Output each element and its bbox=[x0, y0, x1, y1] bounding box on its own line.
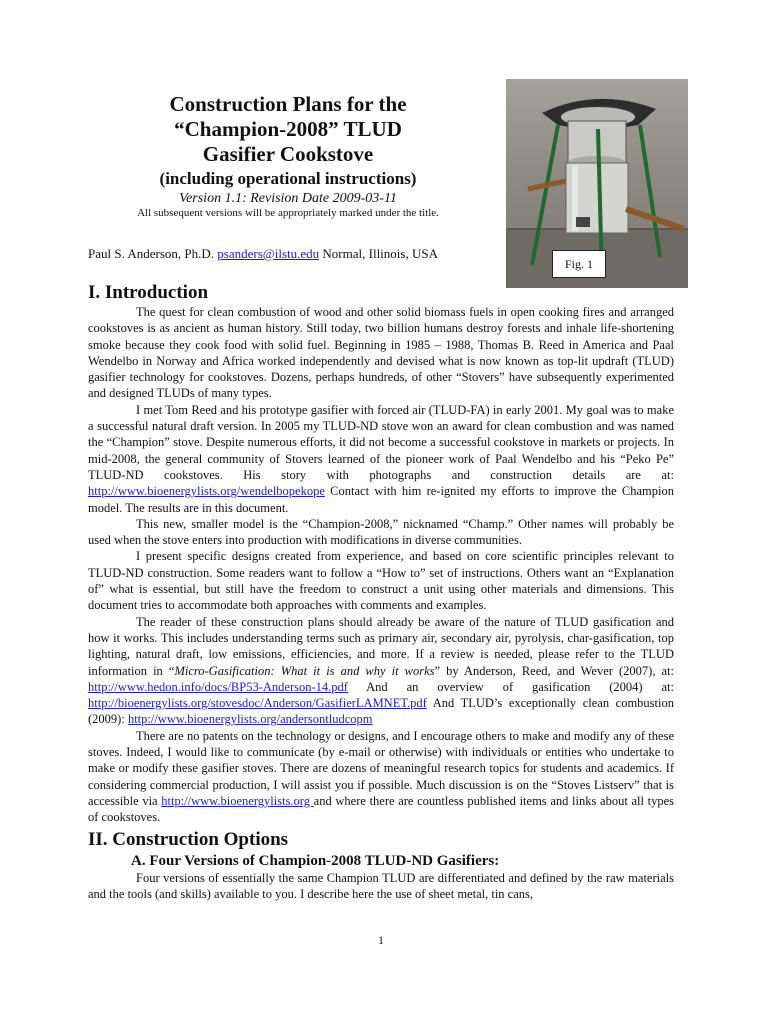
text-run: And an overview of gasification (2004) at: bbox=[347, 679, 674, 694]
reference-link[interactable]: http://www.bioenergylists.org/wendelbopekope bbox=[88, 484, 325, 499]
construction-body bbox=[88, 870, 674, 903]
text-run: and where there are countless published items and links about all types of cookstoves. bbox=[88, 793, 674, 825]
paragraph bbox=[88, 614, 674, 728]
title-line-3: Gasifier Cookstove bbox=[202, 142, 374, 166]
author-email-link[interactable]: psanders@ilstu.edu bbox=[217, 246, 320, 261]
version-line: Version 1.1: Revision Date 2009-03-11 bbox=[179, 191, 397, 206]
publication-title: Micro-Gasification: What it is and why it works bbox=[174, 663, 435, 678]
reference-link[interactable]: http://www.bioenergylists.org/andersontludcopm bbox=[127, 712, 373, 727]
paragraph bbox=[88, 728, 674, 826]
text-run: And TLUD’s exceptionally clean combustion (2009): bbox=[88, 696, 674, 727]
version-note: All subsequent versions will be appropriately marked under the title. bbox=[137, 207, 439, 219]
section-heading-introduction: I. Introduction bbox=[88, 282, 209, 303]
text-run: I present specific designs created from experience, and based on core scientific principles relevant to TLUD-ND construction. Some readers want to follow a “How to” set of instructions. Others want an “Explanation of” what is essential, but still have the freedom to construct a unit using other materials and dimensions. This document tries to accommodate both approaches with comments and examples. bbox=[88, 549, 674, 613]
text-run: There are no patents on the technology or designs, and I encourage others to make and modify any of these stoves. Indeed, I would like to communicate (by e-mail or otherwise) with individuals or entities who undertake to make or modify these gasifier stoves. There are dozens of meaningful research topics for students and academics. If considering commercial production, I will assist you if possible. Much discussion is on the “Stoves Listserv” that is accessible via bbox=[88, 728, 674, 808]
paragraph bbox=[88, 402, 674, 516]
section-heading-construction: II. Construction Options bbox=[88, 829, 289, 850]
reference-link[interactable]: http://www.bioenergylists.org bbox=[161, 793, 314, 808]
text-run: The quest for clean combustion of wood and other solid biomass fuels in open cooking fires and arranged cookstoves is as ancient as human history. Still today, two billion humans destroy forests and inhale life-shortening smoke because they cook food with solid fuel. Beginning in 1985 – 1988, Thomas B. Reed in America and Paal Wendelbo in Norway and Africa worked independently and devised what is now known as top-lit updraft (TLUD) gasifier technology for cookstoves. Dozens, perhaps hundreds, of other “Stovers” have subsequently experimented and designed TLUDs of many types. bbox=[88, 305, 674, 401]
text-run: ” by Anderson, Reed, and Wever (2007), at: bbox=[434, 663, 675, 678]
subtitle: (including operational instructions) bbox=[159, 169, 417, 188]
title-block bbox=[88, 92, 488, 220]
text-run: The reader of these construction plans should already be aware of the nature of TLUD gasification and how it works. This includes understanding terms such as primary air, secondary air, pyrolysis, char-gasification, top lighting, natural draft, low emissions, efficiencies, and more. If a review is needed, please refer to the TLUD information in “ bbox=[88, 614, 674, 678]
subsection-heading-four-versions: A. Four Versions of Champion-2008 TLUD-ND Gasifiers: bbox=[131, 853, 500, 869]
text-run: This new, smaller model is the “Champion-2008,” nicknamed “Champ.” Other names will probably be used when the stove enters into production with modifications in diverse communities. bbox=[88, 516, 674, 548]
paragraph: Four versions of essentially the same Champion TLUD are differentiated and defined by the raw materials and the tools (and skills) available to you. I describe here the use of sheet metal, tin cans, bbox=[88, 871, 674, 902]
title-line-2: “Champion-2008” TLUD bbox=[174, 117, 402, 141]
reference-link[interactable]: http://bioenergylists.org/stovesdoc/Anderson/GasifierLAMNET.pdf bbox=[88, 696, 427, 711]
figure-label: Fig. 1 bbox=[552, 250, 606, 278]
author-name: Paul S. Anderson, Ph.D. bbox=[88, 246, 215, 261]
paragraph bbox=[88, 516, 674, 549]
introduction-body bbox=[88, 304, 674, 826]
author-location: Normal, Illinois, USA bbox=[322, 246, 438, 261]
text-run: I met Tom Reed and his prototype gasifier with forced air (TLUD-FA) in early 2001. My goal was to make a successful natural draft version. In 2005 my TLUD-ND stove won an award for clean combustion and was named the “Champion” stove. Despite numerous efforts, it did not become a successful cookstove in markets or projects. In mid-2008, the general community of Stovers learned of the pioneer work of Paal Wendelbo and his “Peko Pe” TLUD-ND cookstoves. His story with photographs and construction details are at: bbox=[88, 402, 674, 482]
paragraph bbox=[88, 548, 674, 613]
reference-link[interactable]: http://www.hedon.info/docs/BP53-Anderson-14.pdf bbox=[88, 679, 348, 694]
page-number: 1 bbox=[378, 933, 384, 947]
paragraph bbox=[88, 304, 674, 402]
author-line bbox=[88, 246, 438, 262]
title-line-1: Construction Plans for the bbox=[169, 92, 407, 116]
text-run: Contact with him re-ignited my efforts to improve the Champion model. The results are in this document. bbox=[88, 484, 674, 515]
